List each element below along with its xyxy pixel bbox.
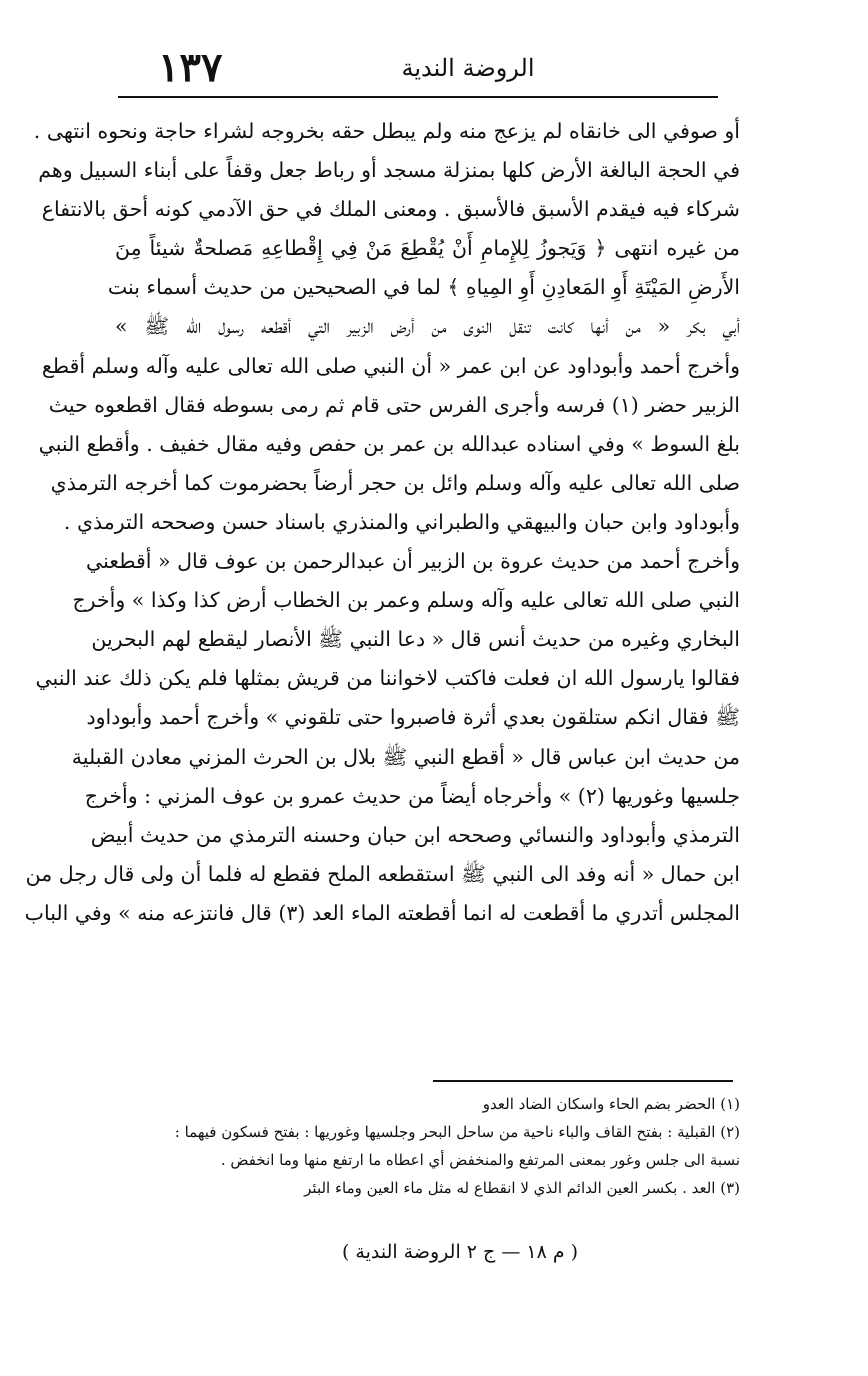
- body-line: ابن حمال « أنه وفد الى النبي ﷺ استقطعه الملح فقطع له فلما أن ولى قال رجل من: [25, 861, 740, 886]
- page-header: [118, 44, 678, 92]
- body-line: الأَرضِ المَيْتَةِ أَوِ المَعادِنِ أَوِ المِياهِ ﴾ لما في الصحيحين من حديث أسماء بنت: [107, 275, 740, 300]
- body-line: فقالوا يارسول الله ان فعلت فاكتب لاخواننا من قريش بمثلها فلم يكن ذلك عند النبي: [35, 666, 740, 691]
- body-line: جلسيها وغوريها (٢) » وأخرجاه أيضاً من حديث عمرو بن عوف المزني : وأخرج: [84, 783, 740, 808]
- body-line: وأبوداود وابن حبان والبيهقي والطبراني والمنذري باسناد حسن وصححه الترمذي .: [63, 509, 740, 534]
- body-line: النبي صلى الله تعالى عليه وآله وسلم وعمر بن الخطاب أرض كذا وكذا » وأخرج: [72, 588, 740, 613]
- body-line: من حديث ابن عباس قال « أقطع النبي ﷺ بلال بن الحرث المزني معادن القبلية: [71, 744, 740, 769]
- footnote-2: (٢) القبلية : بفتح القاف والباء ناحية من ساحل البحر وجلسيها وغوريها : بفتح فسكون فيهما :: [174, 1123, 740, 1141]
- body-line: الزبير حضر (١) فرسه وأجرى الفرس حتى قام ثم رمى بسوطه فقال اقطعوه حيث: [48, 392, 740, 417]
- body-line: في الحجة البالغة الأرض كلها بمنزلة مسجد أو رباط جعل وقفاً على أبناء السبيل وهم: [38, 158, 740, 183]
- body-line: ﷺ فقال انكم ستلقون بعدي أثرة فاصبروا حتى تلقوني » وأخرج أحمد وأبوداود: [86, 705, 740, 730]
- footnote-rule: [433, 1080, 733, 1082]
- body-line: شركاء فيه فيقدم الأسبق فالأسبق . ومعنى الملك في حق الآدمي كونه أحق بالانتفاع: [41, 197, 740, 222]
- body-line: البخاري وغيره من حديث أنس قال « دعا النبي ﷺ الأنصار ليقطع لهم البحرين: [91, 627, 740, 652]
- footnotes: [120, 1090, 740, 1202]
- footnote-1: (١) الحضر بضم الحاء واسكان الضاد العدو: [482, 1095, 740, 1113]
- body-line: وأخرج أحمد من حديث عروة بن الزبير أن عبدالرحمن بن عوف قال « أقطعني: [86, 549, 740, 574]
- body-line: الترمذي وأبوداود والنسائي وصححه ابن حبان وحسنه الترمذي من حديث أبيض: [90, 822, 740, 847]
- body-line: أو صوفي الى خانقاه لم يزعج منه ولم يبطل حقه بخروجه لشراء حاجة ونحوه انتهى .: [33, 119, 740, 143]
- page-number: ١٣٧: [158, 44, 223, 91]
- footnote-3: (٣) العد . بكسر العين الدائم الذي لا انقطاع له مثل ماء العين وماء البئر: [304, 1179, 740, 1197]
- body-line: المجلس أتدري ما أقطعت له انما أقطعته الماء العد (٣) قال فانتزعه منه » وفي الباب: [24, 900, 740, 925]
- printer-signature: ( م ١٨ — ج ٢ الروضة الندية ): [341, 1241, 579, 1263]
- footnote-2-continued: نسبة الى جلس وغور بمعنى المرتفع والمنخفض أي اعطاه ما ارتفع منها وما انخفض .: [220, 1151, 740, 1169]
- running-title: الروضة الندية: [401, 54, 535, 82]
- body-line: أبي بكر « من أنها كانت تنقل النوى من أرض الزبير التي أقطعه رسول الله ﷺ »: [115, 314, 740, 339]
- body-line: صلى الله تعالى عليه وآله وسلم وائل بن حجر أرضاً بحضرموت كما أخرجه الترمذي: [50, 470, 740, 495]
- body-line: من غيره انتهى ﴿ وَيَجوزُ لِلإِمامِ أَنْ يُقْطِعَ مَنْ فِي إِقْطاعِهِ مَصلحةٌ شيئاً مِنَ: [115, 236, 740, 261]
- body-line: بلغ السوط » وفي اسناده عبدالله بن عمر بن حفص وفيه مقال خفيف . وأقطع النبي: [38, 431, 740, 456]
- header-rule: [118, 96, 718, 98]
- body-text: [24, 112, 740, 933]
- body-line: وأخرج أحمد وأبوداود عن ابن عمر « أن النبي صلى الله تعالى عليه وآله وسلم أقطع: [41, 353, 740, 378]
